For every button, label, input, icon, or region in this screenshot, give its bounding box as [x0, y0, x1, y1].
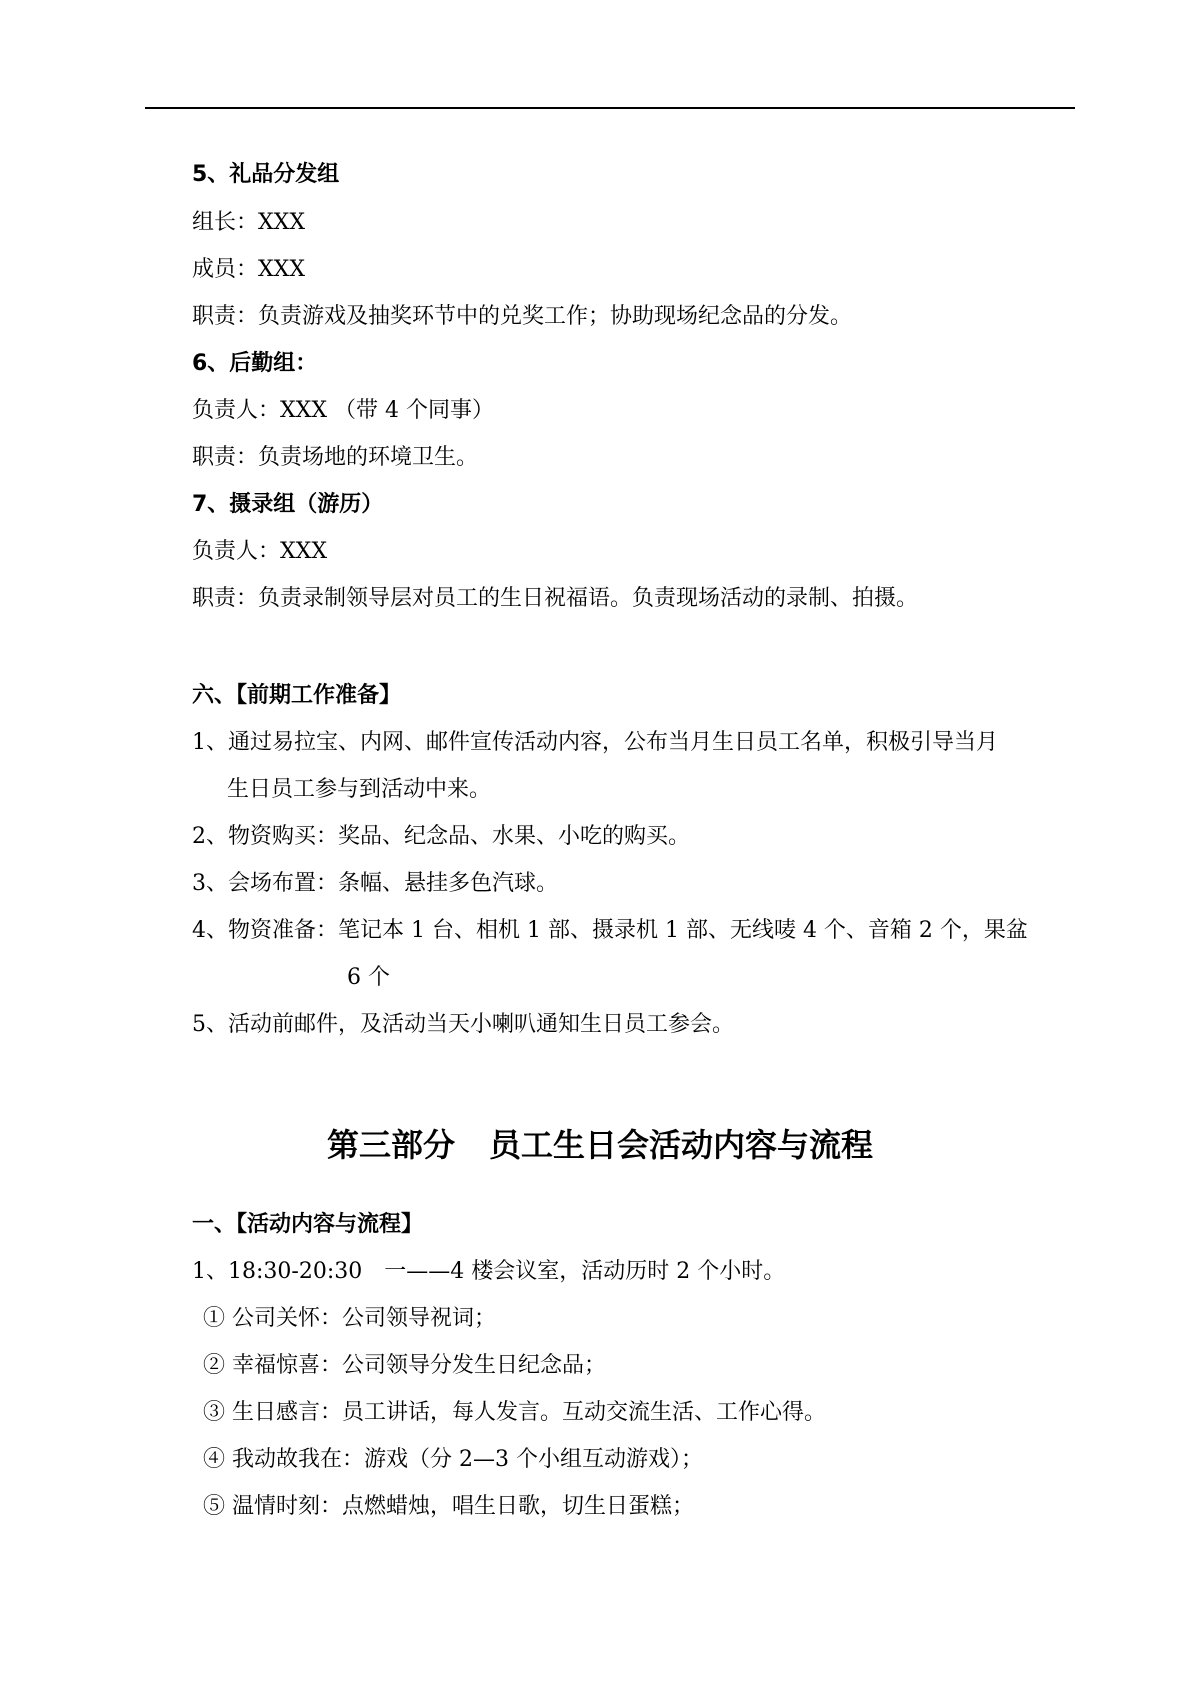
flow-step3: ③ 生日感言：员工讲话，每人发言。互动交流生活、工作心得。: [203, 1400, 826, 1425]
prep-item3: 3、会场布置：条幅、悬挂多色汽球。: [192, 871, 558, 896]
group5-leader: 组长：XXX: [192, 210, 305, 235]
prep-item5: 5、活动前邮件，及活动当天小喇叭通知生日员工参会。: [192, 1012, 734, 1037]
group6-duty: 职责：负责场地的环境卫生。: [192, 445, 479, 470]
group5-duty: 职责：负责游戏及抽奖环节中的兑奖工作；协助现场纪念品的分发。: [192, 304, 853, 329]
prep-item1-line1: 1、通过易拉宝、内网、邮件宣传活动内容，公布当月生日员工名单，积极引导当月: [192, 730, 998, 755]
flow-item1: 1、18:30-20:30 一——4 楼会议室，活动历时 2 个小时。: [192, 1259, 786, 1284]
part3-title-b: 员工生日会活动内容与流程: [489, 1126, 874, 1164]
group7-heading: 7、摄录组（游历）: [192, 492, 384, 517]
header-rule: [145, 107, 1075, 109]
flow-step4: ④ 我动故我在：游戏（分 2—3 个小组互动游戏）；: [203, 1447, 703, 1472]
prep-item4-line1: 4、物资准备：笔记本 1 台、相机 1 部、摄录机 1 部、无线唛 4 个、音箱 2 个，果盆: [192, 918, 1028, 943]
part3-title: [0, 1125, 1200, 1165]
group6-heading: 6、后勤组：: [192, 351, 318, 376]
part3-title-a: 第三部分: [326, 1126, 455, 1164]
group6-lead: 负责人：XXX （带 4 个同事）: [192, 398, 494, 423]
flow-step5: ⑤ 温情时刻：点燃蜡烛，唱生日歌，切生日蛋糕；: [203, 1494, 694, 1519]
prep-item2: 2、物资购买：奖品、纪念品、水果、小吃的购买。: [192, 824, 690, 849]
part3-heading: 一、【活动内容与流程】: [192, 1212, 424, 1237]
flow-step1: ① 公司关怀：公司领导祝词；: [203, 1306, 496, 1331]
group7-duty: 职责：负责录制领导层对员工的生日祝福语。负责现场活动的录制、拍摄。: [192, 586, 919, 611]
section6-heading: 六、【前期工作准备】: [192, 683, 402, 708]
prep-item1-line2: 生日员工参与到活动中来。: [227, 777, 492, 802]
group7-lead: 负责人：XXX: [192, 539, 327, 564]
group5-heading: 5、礼品分发组: [192, 162, 340, 187]
prep-item4-line2: 6 个: [347, 965, 390, 990]
flow-step2: ② 幸福惊喜：公司领导分发生日纪念品；: [203, 1353, 606, 1378]
group5-members: 成员：XXX: [192, 257, 305, 282]
